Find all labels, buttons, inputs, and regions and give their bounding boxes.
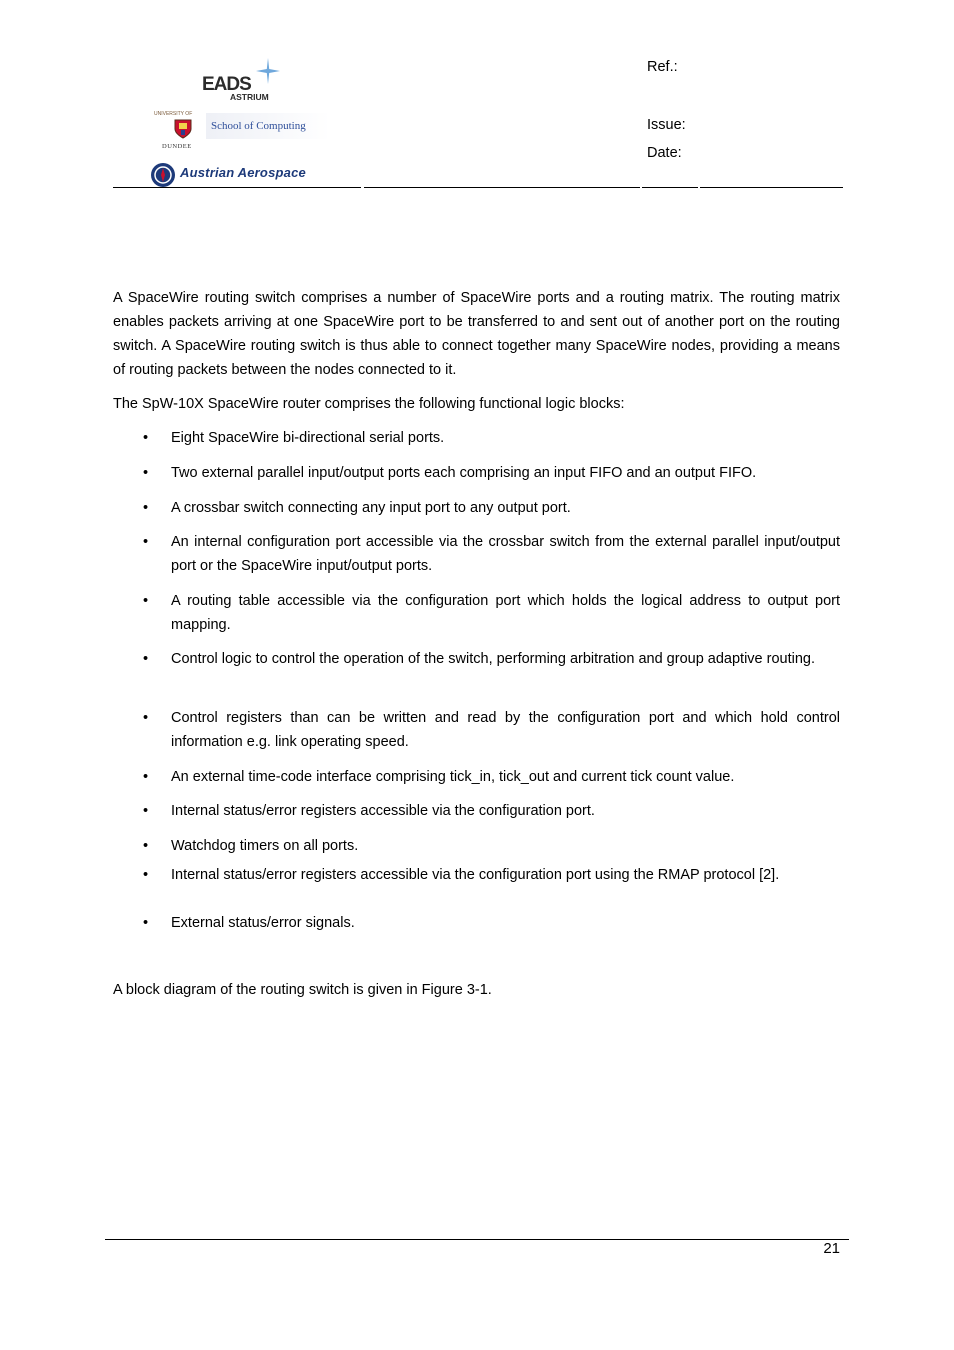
dundee-logo: [150, 111, 340, 156]
list-item-text: Watchdog timers on all ports.: [171, 838, 359, 854]
list-item-text: A crossbar switch connecting any input port to any output port.: [171, 500, 571, 516]
header-rule: [700, 187, 843, 188]
header-logos: [148, 56, 348, 192]
footer-rule: [105, 1239, 849, 1240]
dundee-ring-text: UNIVERSITY OF: [154, 111, 193, 117]
bullet-icon: •: [143, 534, 149, 550]
list-item-text: Two external parallel input/output ports each comprising an input FIFO and an output FIFO.: [171, 465, 757, 481]
eads-word: EADS: [202, 74, 251, 95]
bullet-icon: •: [143, 430, 149, 446]
header-rule: [113, 187, 361, 188]
bullet-icon: •: [143, 500, 149, 516]
austrian-aerospace-logo: [150, 160, 350, 190]
bullet-icon: •: [143, 769, 149, 785]
page-number: 21: [823, 1240, 840, 1257]
lead-paragraph: The SpW-10X SpaceWire router comprises the following functional logic blocks:: [113, 396, 625, 412]
list-item-text: External status/error signals.: [171, 915, 355, 931]
list-item-text: An external time-code interface comprising tick_in, tick_out and current tick count value.: [171, 769, 735, 785]
header-rule: [364, 187, 640, 188]
emblem-icon: [150, 162, 176, 188]
list-item-text: A routing table accessible via the configuration port which holds the logical address to output port mapping.: [171, 593, 840, 633]
bullet-icon: •: [143, 803, 149, 819]
bullet-icon: •: [143, 838, 149, 854]
intro-paragraph: A SpaceWire routing switch comprises a number of SpaceWire ports and a routing matrix. The routing matrix enables packets arriving at one SpaceWire port to be transferred to and sent out of another port on the routing switch. A SpaceWire routing switch is thus able to connect together many SpaceWire nodes, providing a means of routing packets between the nodes connected to it.: [113, 290, 840, 378]
eads-astrium-logo: [202, 56, 282, 106]
bullet-icon: •: [143, 651, 149, 667]
bullet-icon: •: [143, 465, 149, 481]
austrian-aerospace-word: Austrian Aerospace: [180, 165, 306, 180]
bullet-icon: •: [143, 593, 149, 609]
ref-label: Ref.:: [647, 59, 678, 75]
header-rule: [642, 187, 698, 188]
bullet-icon: •: [143, 710, 149, 726]
list-item-text: Eight SpaceWire bi-directional serial ports.: [171, 430, 445, 446]
star-icon: [246, 56, 282, 86]
list-item-text: An internal configuration port accessible via the crossbar switch from the external parallel input/output port or the SpaceWire input/output ports.: [171, 534, 840, 574]
dundee-city-text: DUNDEE: [162, 143, 192, 150]
list-item-text: Internal status/error registers accessible via the configuration port.: [171, 803, 595, 819]
bullet-icon: •: [143, 915, 149, 931]
issue-label: Issue:: [647, 117, 686, 133]
list-item-text: Internal status/error registers accessible via the configuration port using the RMAP protocol [2].: [171, 867, 780, 883]
list-item-text: Control logic to control the operation of the switch, performing arbitration and group adaptive routing.: [171, 651, 816, 667]
date-label: Date:: [647, 145, 682, 161]
shield-icon: [174, 119, 192, 139]
list-item-text: Control registers than can be written and read by the configuration port and which hold control information e.g. link operating speed.: [171, 710, 840, 750]
bullet-icon: •: [143, 867, 149, 883]
closing-paragraph: A block diagram of the routing switch is given in Figure 3-1.: [113, 982, 492, 998]
astrium-word: ASTRIUM: [230, 92, 269, 102]
school-of-computing-text: School of Computing: [211, 120, 306, 132]
